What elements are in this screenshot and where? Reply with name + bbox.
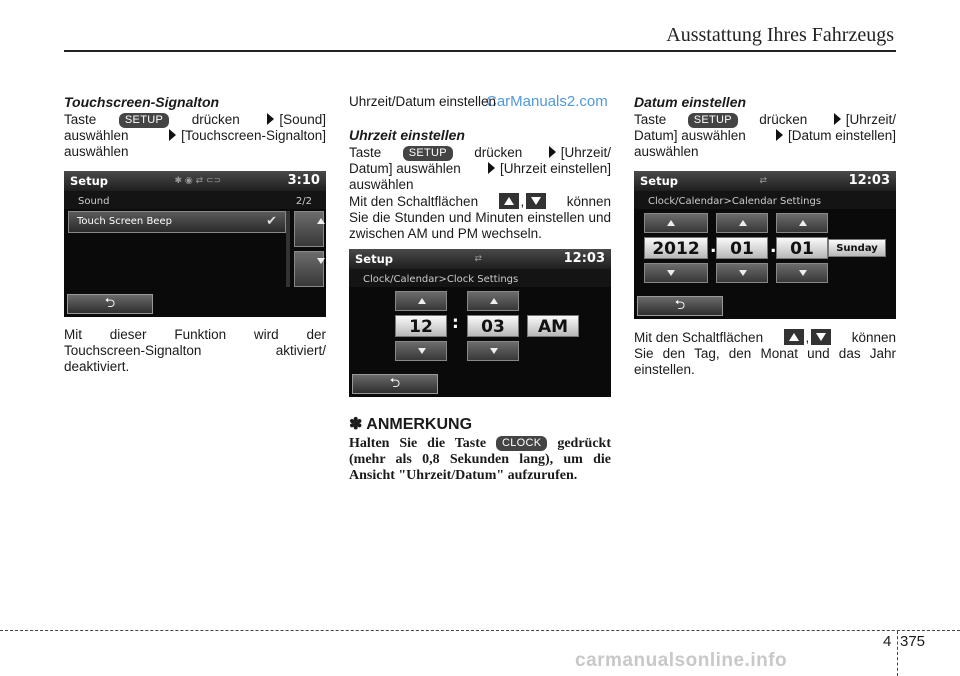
text: drücken [759, 112, 808, 127]
section-heading: Datum einstellen [634, 94, 747, 110]
screen-title: Setup [70, 174, 108, 188]
note-body [349, 436, 611, 484]
text: Taste [349, 145, 382, 160]
time-separator: : [452, 313, 459, 333]
text: Halten Sie die Taste [349, 436, 487, 451]
back-button[interactable]: ⮌ [67, 294, 153, 314]
scroll-down-button[interactable] [294, 251, 324, 287]
screen-sound-settings [64, 171, 326, 317]
day-up-button[interactable] [776, 213, 828, 233]
screen-status-bar [634, 171, 896, 191]
instruction-line [64, 128, 326, 144]
text: Datum] auswählen [634, 128, 746, 143]
screen-time: 12:03 [848, 173, 890, 188]
section-heading: Uhrzeit einstellen [349, 127, 465, 143]
text: Taste [64, 112, 97, 127]
text: , [805, 330, 810, 345]
scroll-up-button[interactable] [294, 211, 324, 247]
text: Datum] auswählen [349, 161, 461, 176]
screen-status-bar [64, 171, 326, 191]
text: dieser [109, 327, 147, 342]
page-number: 375 [900, 633, 926, 650]
month-value: 01 [716, 237, 768, 259]
hour-up-button[interactable] [395, 291, 447, 311]
minute-value: 03 [467, 315, 519, 337]
instruction-line [634, 128, 896, 144]
text: der [306, 327, 326, 342]
instruction-line: auswählen [64, 144, 129, 159]
up-button-icon [499, 193, 519, 209]
column-date-settings [634, 94, 896, 378]
text: Mit den Schaltflächen [634, 329, 764, 345]
screen-subheader [64, 191, 326, 209]
screen-subtitle: Clock/Calendar>Clock Settings [349, 269, 611, 287]
text: drücken [191, 112, 240, 127]
text: Mit [64, 327, 82, 342]
paragraph: Sie die Stunden und Minuten einstellen und zwischen AM und PM wechseln. [349, 210, 611, 241]
watermark-top: CarManuals2.com [486, 93, 608, 110]
instruction-line [349, 145, 611, 161]
text: drücken [474, 145, 523, 160]
instruction-line: auswählen [634, 144, 699, 159]
description-line [64, 343, 326, 359]
down-button-icon [526, 193, 546, 209]
arrow-right-icon [488, 162, 495, 174]
screen-title: Setup [640, 174, 678, 188]
instruction-line [634, 112, 896, 128]
note-heading: ✽ ANMERKUNG [349, 416, 473, 433]
down-button-icon [811, 329, 831, 345]
text: Funktion [174, 327, 227, 342]
weekday-label: Sunday [828, 239, 886, 257]
day-down-button[interactable] [776, 263, 828, 283]
column-touchscreen-beep [64, 94, 326, 375]
screen-time: 3:10 [287, 173, 320, 188]
screen-page-indicator: 2/2 [295, 196, 312, 207]
instruction-line [349, 161, 611, 177]
text: können [851, 329, 896, 345]
description-line [64, 327, 326, 343]
screen-status-bar [349, 249, 611, 269]
text: , [520, 194, 525, 209]
text: Mit den Schaltflächen [349, 193, 479, 209]
year-up-button[interactable] [644, 213, 708, 233]
text: [Uhrzeit einstellen] [499, 161, 611, 176]
month-up-button[interactable] [716, 213, 768, 233]
status-icons: ✱ ◉ ⇄ ⊂⊃ [174, 176, 222, 186]
description-line: deaktiviert. [64, 359, 130, 374]
intro-line: Uhrzeit/Datum einstellen [349, 94, 497, 109]
hour-value: 12 [395, 315, 447, 337]
text: auswählen [64, 128, 129, 143]
text: aktiviert/ [275, 343, 326, 358]
touch-beep-item[interactable] [68, 211, 286, 233]
year-value: 2012 [644, 237, 708, 259]
hour-down-button[interactable] [395, 341, 447, 361]
arrow-right-icon [267, 113, 274, 125]
back-button[interactable]: ⮌ [637, 296, 723, 316]
year-down-button[interactable] [644, 263, 708, 283]
header-rule [64, 50, 896, 52]
screen-clock-settings [349, 249, 611, 397]
setup-key-badge: SETUP [403, 146, 453, 161]
month-down-button[interactable] [716, 263, 768, 283]
paragraph: Sie den Tag, den Monat und das Jahr einstellen. [634, 346, 896, 377]
date-separator: . [710, 237, 717, 257]
buttons-line [634, 329, 896, 346]
footer-rule [0, 630, 960, 631]
date-separator: . [770, 237, 777, 257]
text: Touchscreen-Signalton [64, 343, 202, 358]
arrow-right-icon [549, 146, 556, 158]
text: Taste [634, 112, 667, 127]
minute-up-button[interactable] [467, 291, 519, 311]
back-button[interactable]: ⮌ [352, 374, 438, 394]
instruction-line [64, 112, 326, 128]
screen-subtitle: Clock/Calendar>Calendar Settings [634, 191, 896, 209]
screen-calendar-settings [634, 171, 896, 319]
text: gedrückt (mehr als 0,8 Sekunden lang), um die Ansicht "Uhrzeit/Datum" aufzurufen. [349, 436, 612, 483]
setup-key-badge: SETUP [119, 113, 169, 128]
instruction-line: auswählen [349, 177, 414, 192]
text: [Sound] [279, 112, 326, 127]
minute-down-button[interactable] [467, 341, 519, 361]
section-heading: Touchscreen-Signalton [64, 94, 220, 110]
screen-time: 12:03 [563, 251, 605, 266]
footer-divider [897, 631, 898, 676]
running-header: Ausstattung Ihres Fahrzeugs [666, 24, 894, 46]
day-value: 01 [776, 237, 828, 259]
clock-key-badge: CLOCK [496, 436, 547, 451]
status-icons: ⇄ [759, 176, 768, 186]
column-clock-settings [349, 94, 611, 484]
ampm-toggle[interactable]: AM [527, 315, 579, 337]
arrow-right-icon [169, 129, 176, 141]
screen-subtitle: Sound [78, 196, 110, 207]
text: [Uhrzeit/ [560, 145, 611, 160]
watermark-bottom: carmanualsonline.info [575, 650, 788, 671]
text: wird [253, 327, 279, 342]
text: [Uhrzeit/ [845, 112, 896, 127]
chapter-number: 4 [883, 633, 892, 650]
text: [Datum einstellen] [787, 128, 896, 143]
buttons-line [349, 193, 611, 210]
text: [Touchscreen-Signalton] [181, 128, 326, 143]
scrollbar [286, 211, 290, 287]
arrow-right-icon [776, 129, 783, 141]
setup-key-badge: SETUP [688, 113, 738, 128]
up-button-icon [784, 329, 804, 345]
screen-title: Setup [355, 252, 393, 266]
check-icon: ✔ [266, 214, 277, 229]
item-label: Touch Screen Beep [77, 216, 172, 227]
status-icons: ⇄ [474, 254, 483, 264]
text: können [566, 193, 611, 209]
arrow-right-icon [834, 113, 841, 125]
